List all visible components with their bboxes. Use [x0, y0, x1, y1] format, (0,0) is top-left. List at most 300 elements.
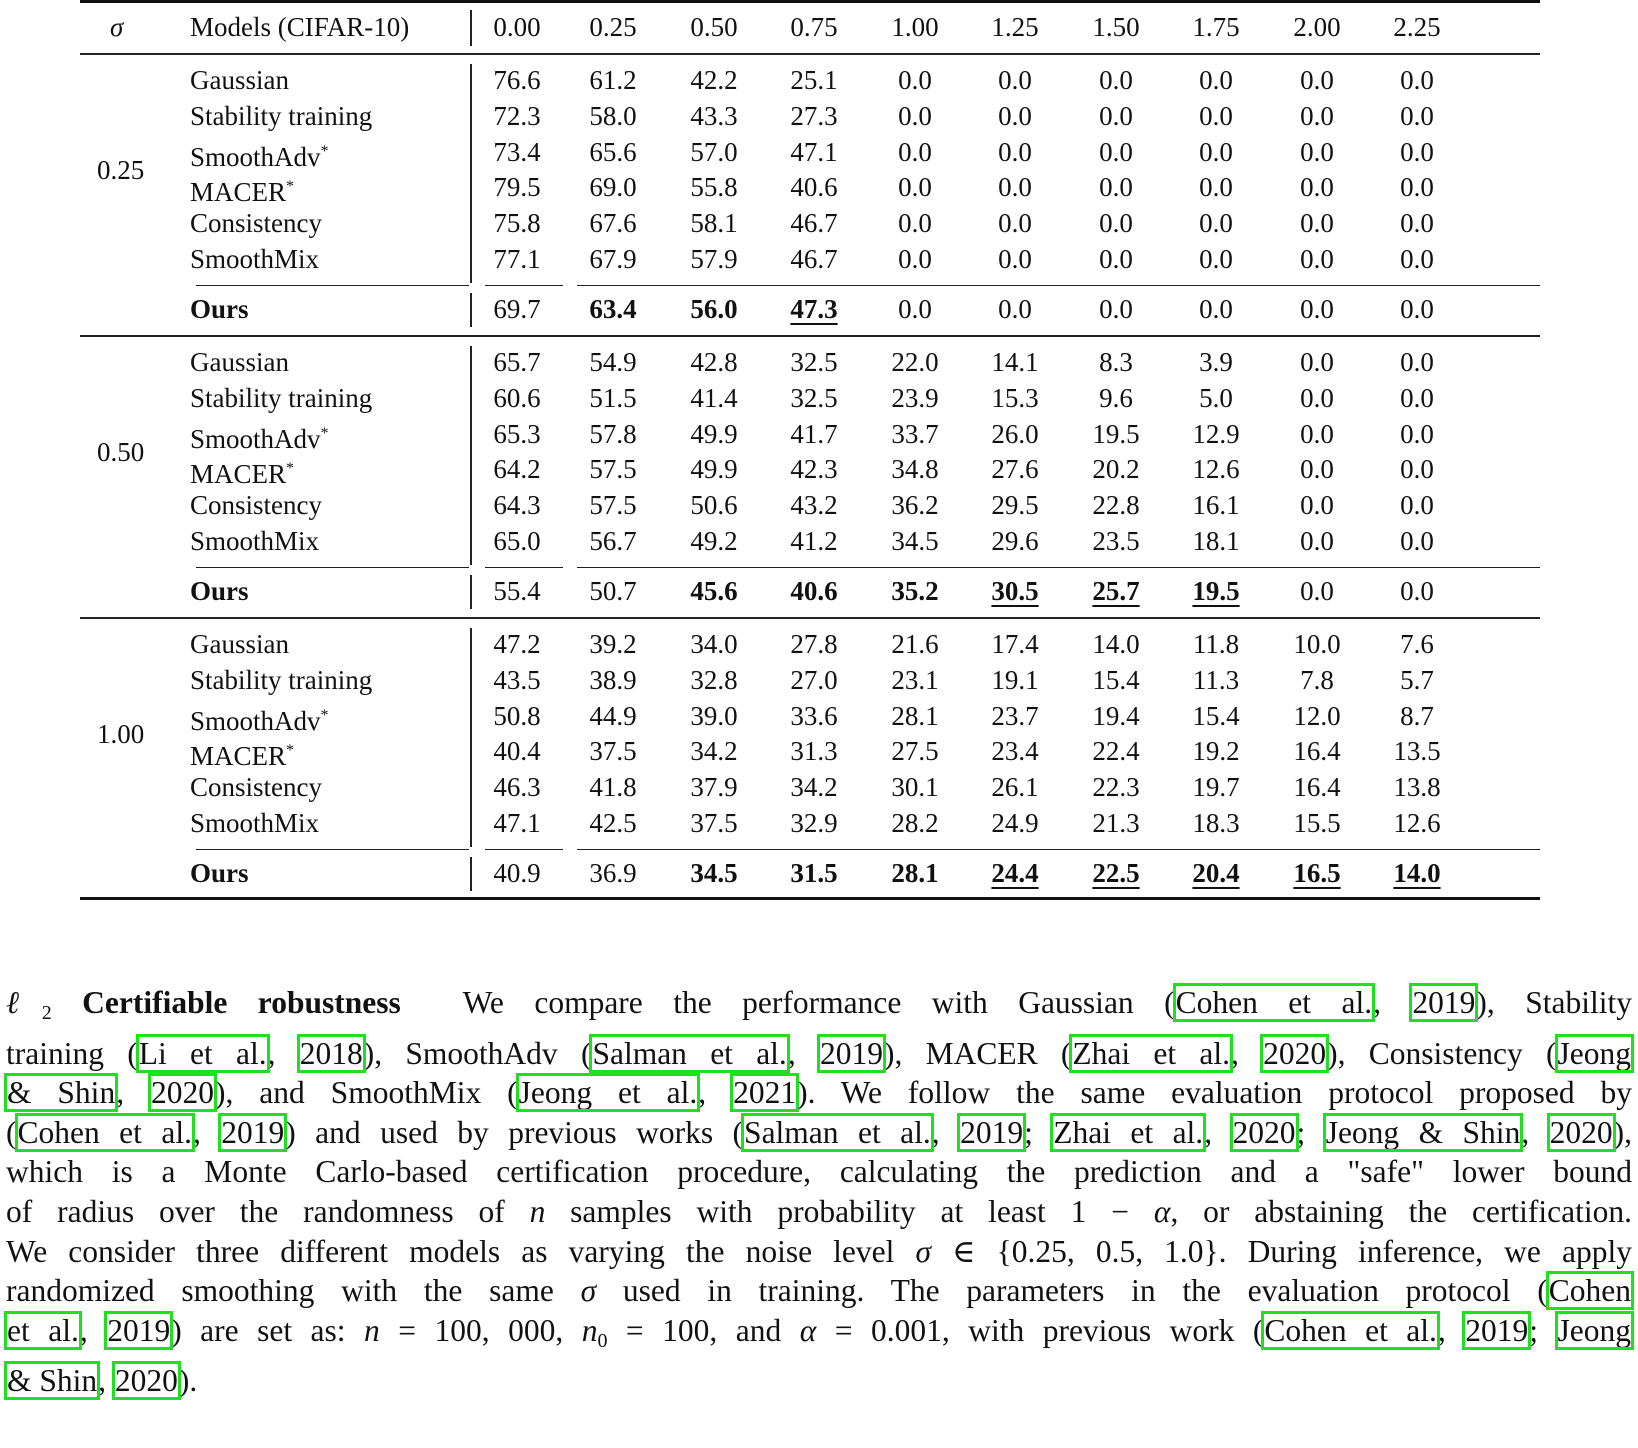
table-cell: 0.0: [1099, 244, 1133, 274]
table-cell: 11.8: [1192, 629, 1240, 659]
table-cell: 7.8: [1300, 664, 1334, 695]
table-cell: 40.6: [790, 172, 838, 203]
ours-cell: [467, 573, 567, 609]
text-run: ), Consistency (: [1327, 1035, 1557, 1071]
table-cell: 0.0: [1400, 172, 1434, 203]
value: 0.0: [898, 293, 932, 324]
table-cell: 22.0: [891, 347, 939, 377]
ours-cell: [467, 855, 567, 891]
value: 50.7: [589, 575, 637, 606]
table-cell: 27.5: [891, 736, 939, 767]
table-cell: 42.5: [589, 808, 637, 838]
table-cell: 14.1: [991, 347, 1039, 377]
model-label: Consistency: [190, 490, 322, 521]
value: 0.0: [1300, 293, 1334, 324]
citation-link[interactable]: 2019: [819, 1035, 883, 1071]
table-cell: 19.7: [1192, 772, 1240, 803]
table-cell: 27.6: [991, 454, 1039, 485]
text-run: ), and SmoothMix (: [215, 1075, 518, 1111]
table-cell: 34.2: [690, 736, 738, 767]
header-radius: 0.00: [493, 12, 541, 42]
underlined-value: 24.4: [991, 857, 1039, 888]
table-cell: 0.0: [1400, 382, 1434, 413]
model-name: [190, 62, 289, 98]
table-cell: 19.2: [1192, 736, 1240, 767]
ours-cell: [1367, 855, 1467, 891]
model-label: MACER: [190, 459, 287, 490]
ours-cell: [1066, 855, 1166, 891]
text-run: ,: [1204, 1114, 1232, 1150]
table-cell: 28.2: [891, 808, 939, 838]
table-cell: 41.4: [690, 382, 738, 413]
table-cell: 0.0: [1400, 244, 1434, 274]
ours-cell: [1367, 291, 1467, 327]
ours-cell: [1367, 573, 1467, 609]
asterisk-marker: *: [286, 742, 295, 760]
table-cell: 0.0: [998, 208, 1032, 239]
table-cell: 77.1: [493, 244, 541, 274]
model-name: [190, 487, 322, 523]
table-cell: 0.0: [1400, 208, 1434, 239]
asterisk-marker: *: [320, 706, 329, 724]
table-cell: 50.6: [690, 490, 738, 521]
table-cell: 36.2: [891, 490, 939, 521]
group-sigma: 1.00: [97, 719, 145, 750]
paragraph-line: [6, 1232, 1632, 1272]
model-label: SmoothAdv: [190, 423, 321, 454]
ours-cell: [965, 855, 1065, 891]
model-label: Stability training: [190, 664, 373, 695]
citation-link[interactable]: & Shin: [7, 1075, 116, 1111]
table-cell: 0.0: [1099, 172, 1133, 203]
table-cell: 16.1: [1192, 490, 1240, 521]
text-run: ,: [116, 1075, 150, 1111]
header-radius: 0.25: [589, 12, 637, 42]
table-cell: 9.6: [1099, 382, 1133, 413]
table-cell: 8.7: [1400, 700, 1434, 731]
table-cell: 0.0: [898, 100, 932, 131]
text-run: ) and used by previous works (: [285, 1114, 744, 1150]
text-run: randomized smoothing with the same: [6, 1273, 581, 1309]
table-cell: 49.9: [690, 418, 738, 449]
model-label: Consistency: [190, 208, 322, 239]
text-run: ,: [267, 1035, 299, 1071]
model-name: [190, 698, 329, 734]
table-cell: 37.9: [690, 772, 738, 803]
paragraph-line: [6, 1113, 1632, 1153]
table-cell: 43.3: [690, 100, 738, 131]
citation-link[interactable]: Cohen et al.: [17, 1114, 192, 1150]
table-cell: 19.1: [991, 664, 1039, 695]
model-name: [190, 451, 295, 490]
header-radius: 1.00: [891, 12, 939, 42]
citation-link[interactable]: 2020: [151, 1075, 214, 1111]
table-cell: 46.7: [790, 208, 838, 239]
table-cell: 5.7: [1400, 664, 1434, 695]
citation-link[interactable]: 2019: [1412, 985, 1476, 1020]
value: 0.0: [1300, 575, 1334, 606]
table-cell: 57.9: [690, 244, 738, 274]
table-cell: 16.4: [1293, 772, 1341, 803]
table-cell: 37.5: [690, 808, 738, 838]
table-cell: 32.5: [790, 382, 838, 413]
table-cell: 0.0: [1400, 136, 1434, 167]
table-cell: 0.0: [998, 244, 1032, 274]
text-run: ),: [1613, 1114, 1633, 1150]
cmidrule-models: [196, 285, 469, 287]
table-cell: 19.4: [1092, 700, 1140, 731]
citation-link[interactable]: Li et al.: [138, 1035, 267, 1071]
table-cell: 41.7: [790, 418, 838, 449]
model-name: [190, 344, 289, 380]
table-cell: 57.5: [589, 454, 637, 485]
table-cell: 65.3: [493, 418, 541, 449]
table-cell: 32.8: [690, 664, 738, 695]
ours-cell: [764, 291, 864, 327]
header-radius: 2.25: [1393, 12, 1441, 42]
table-cell: 34.8: [891, 454, 939, 485]
model-label: Consistency: [190, 772, 322, 803]
citation-link[interactable]: Cohen et al.: [1264, 1312, 1437, 1348]
table-cell: 42.3: [790, 454, 838, 485]
table-cell: 0.0: [1099, 136, 1133, 167]
citation-link[interactable]: 2019: [107, 1312, 171, 1348]
table-cell: 14.0: [1092, 629, 1140, 659]
citation-link[interactable]: 2018: [299, 1035, 363, 1071]
table-cell: 49.9: [690, 454, 738, 485]
table-cell: 50.8: [493, 700, 541, 731]
math-symbol: α: [1153, 1193, 1171, 1229]
table-cell: 17.4: [991, 629, 1039, 659]
citation-link[interactable]: & Shin: [7, 1363, 98, 1399]
table-cell: 72.3: [493, 100, 541, 131]
text-run: ), MACER (: [883, 1035, 1072, 1071]
table-cell: 0.0: [1300, 100, 1334, 131]
text-run: = 0.001, with previous work (: [816, 1312, 1264, 1348]
table-cell: 8.3: [1099, 347, 1133, 377]
ours-label: Ours: [190, 857, 249, 888]
math-symbol: σ: [915, 1233, 932, 1269]
table-cell: 13.5: [1393, 736, 1441, 767]
table-cell: 43.5: [493, 664, 541, 695]
citation-link[interactable]: 2019: [221, 1114, 285, 1150]
citation-link[interactable]: 2020: [1263, 1035, 1327, 1071]
text-run: training (: [6, 1035, 138, 1071]
ours-cell: [1267, 291, 1367, 327]
citation-link[interactable]: 2020: [1549, 1114, 1613, 1150]
table-cell: 0.0: [1400, 65, 1434, 95]
value: 0.0: [1099, 293, 1133, 324]
citation-link[interactable]: Zhai et al.: [1072, 1035, 1230, 1071]
table-cell: 23.1: [891, 664, 939, 695]
table-cell: 29.6: [991, 526, 1039, 556]
text-run: ).: [178, 1363, 198, 1399]
header-radius: 1.25: [991, 12, 1039, 42]
text-run: of radius over the randomness of: [6, 1193, 530, 1229]
section-heading: [6, 985, 463, 1024]
table-cell: 0.0: [1400, 418, 1434, 449]
group-sigma: 0.25: [97, 155, 145, 186]
table-cell: 0.0: [898, 172, 932, 203]
heading-text: Certifiable robustness: [51, 985, 463, 1020]
table-cell: 23.4: [991, 736, 1039, 767]
value: 0.0: [1400, 575, 1434, 606]
ours-cell: [1267, 573, 1367, 609]
table-cell: 34.5: [891, 526, 939, 556]
table-cell: 13.8: [1393, 772, 1441, 803]
table-cell: 7.6: [1400, 629, 1434, 659]
table-cell: 0.0: [898, 65, 932, 95]
table-cell: 47.2: [493, 629, 541, 659]
text-run: We consider three different models as varying the noise level: [6, 1233, 916, 1269]
model-label: Gaussian: [190, 629, 289, 659]
table-cell: 27.0: [790, 664, 838, 695]
value: 35.2: [891, 575, 939, 606]
bottom-rule: [80, 897, 1540, 900]
table-cell: 73.4: [493, 136, 541, 167]
table-cell: 15.4: [1092, 664, 1140, 695]
table-cell: 27.3: [790, 100, 838, 131]
citation-link[interactable]: Salman et al.: [592, 1035, 787, 1071]
text-run: which is a Monte Carlo-based certification procedure, calculating the prediction and a "safe" lower bound: [6, 1154, 1632, 1190]
table-cell: 65.7: [493, 347, 541, 377]
text-run: ;: [1024, 1114, 1053, 1150]
ours-cell: [1166, 291, 1266, 327]
table-cell: 33.7: [891, 418, 939, 449]
citation-link[interactable]: et al.: [7, 1312, 79, 1348]
text-run: ;: [1296, 1114, 1325, 1150]
table-cell: 0.0: [1199, 172, 1233, 203]
table-cell: 0.0: [998, 172, 1032, 203]
paragraph-line: [6, 1271, 1632, 1311]
group-sigma: 0.50: [97, 437, 145, 468]
header-radius: 2.00: [1293, 12, 1341, 42]
citation-link[interactable]: Jeong: [1557, 1035, 1632, 1071]
citation-link[interactable]: 2021: [733, 1075, 797, 1111]
ours-cell: [764, 855, 864, 891]
citation-link[interactable]: Cohen: [1548, 1273, 1631, 1309]
table-cell: 56.7: [589, 526, 637, 556]
header-radius: 1.50: [1092, 12, 1140, 42]
table-cell: 18.1: [1192, 526, 1240, 556]
table-cell: 25.1: [790, 65, 838, 95]
table-cell: 49.2: [690, 526, 738, 556]
table-cell: 47.1: [790, 136, 838, 167]
table-cell: 11.3: [1192, 664, 1240, 695]
paragraph-line: [6, 1192, 1632, 1232]
model-label: MACER: [190, 177, 287, 208]
table-cell: 27.8: [790, 629, 838, 659]
table-cell: 40.4: [493, 736, 541, 767]
table-cell: 0.0: [1300, 382, 1334, 413]
ours-cell: [865, 573, 965, 609]
table-cell: 41.8: [589, 772, 637, 803]
table-cell: 26.0: [991, 418, 1039, 449]
text-run: ,: [98, 1363, 114, 1399]
math-subscript: 0: [597, 1329, 608, 1352]
header-midrule: [80, 53, 1540, 55]
value: 45.6: [690, 575, 738, 606]
asterisk-marker: *: [320, 424, 329, 442]
table-cell: 38.9: [589, 664, 637, 695]
ours-cell: [563, 855, 663, 891]
table-cell: 0.0: [1199, 208, 1233, 239]
paragraph-line: [6, 1361, 1632, 1401]
table-cell: 39.2: [589, 629, 637, 659]
ours-cell: [1267, 855, 1367, 891]
ell-symbol: ℓ: [6, 985, 42, 1020]
table-cell: 15.4: [1192, 700, 1240, 731]
ours-cell: [764, 573, 864, 609]
table-cell: 0.0: [998, 136, 1032, 167]
citation-link[interactable]: Zhai et al.: [1053, 1114, 1204, 1150]
table-cell: 0.0: [1300, 208, 1334, 239]
citation-link[interactable]: Cohen et al.: [1175, 985, 1373, 1020]
ours-cell: [965, 573, 1065, 609]
underlined-value: 25.7: [1092, 575, 1140, 606]
table-cell: 0.0: [898, 208, 932, 239]
table-cell: 57.5: [589, 490, 637, 521]
value: 69.7: [493, 293, 541, 324]
ours-cell: [865, 291, 965, 327]
underlined-value: 16.5: [1293, 857, 1341, 888]
ours-cell: [467, 291, 567, 327]
model-label: Gaussian: [190, 347, 289, 377]
underlined-value: 14.0: [1393, 857, 1441, 888]
table-cell: 0.0: [1400, 454, 1434, 485]
ell-subscript: 2: [41, 1002, 52, 1024]
model-label: Stability training: [190, 100, 373, 131]
value: 0.0: [998, 293, 1032, 324]
header-models: Models (CIFAR-10): [190, 12, 410, 42]
value: 28.1: [891, 857, 939, 888]
text-run: ,: [698, 1075, 733, 1111]
value: 63.4: [589, 293, 637, 324]
model-name: [190, 733, 295, 772]
text-run: ), SmoothAdv (: [363, 1035, 592, 1071]
cmidrule-rest: [577, 567, 1540, 569]
citation-link[interactable]: Jeong & Shin: [1325, 1114, 1521, 1150]
citation-link[interactable]: 2020: [114, 1363, 178, 1399]
ours-cell: [664, 855, 764, 891]
citation-link[interactable]: 2019: [1465, 1312, 1529, 1348]
model-name: [190, 380, 372, 416]
table-cell: 0.0: [1400, 100, 1434, 131]
table-cell: 46.7: [790, 244, 838, 274]
table-cell: 39.0: [690, 700, 738, 731]
table-cell: 0.0: [1199, 244, 1233, 274]
table-cell: 58.1: [690, 208, 738, 239]
table-cell: 55.8: [690, 172, 738, 203]
table-cell: 21.3: [1092, 808, 1140, 838]
table-cell: 69.0: [589, 172, 637, 203]
certifiable-robustness-paragraph: [6, 983, 1632, 1401]
asterisk-marker: *: [320, 142, 329, 160]
table-cell: 42.8: [690, 347, 738, 377]
text-run: ,: [1437, 1312, 1465, 1348]
table-cell: 0.0: [1199, 65, 1233, 95]
citation-link[interactable]: 2019: [960, 1114, 1024, 1150]
text-run: ,: [192, 1114, 221, 1150]
table-cell: 23.9: [891, 382, 939, 413]
table-cell: 22.8: [1092, 490, 1140, 521]
cmidrule-col0: [485, 567, 563, 569]
value: 31.5: [790, 857, 838, 888]
table-cell: 23.5: [1092, 526, 1140, 556]
table-cell: 60.6: [493, 382, 541, 413]
ours-cell: [1066, 573, 1166, 609]
table-cell: 67.9: [589, 244, 637, 274]
table-cell: 0.0: [1199, 136, 1233, 167]
table-cell: 32.5: [790, 347, 838, 377]
table-cell: 51.5: [589, 382, 637, 413]
table-cell: 34.0: [690, 629, 738, 659]
paragraph-line: [6, 983, 1632, 1034]
table-cell: 28.1: [891, 700, 939, 731]
text-run: ) are set as:: [171, 1312, 365, 1348]
header-sigma: σ: [110, 12, 124, 42]
table-cell: 0.0: [1300, 490, 1334, 521]
value: 36.9: [589, 857, 637, 888]
table-cell: 5.0: [1199, 382, 1233, 413]
cmidrule-col0: [485, 849, 563, 851]
table-cell: 0.0: [1099, 208, 1133, 239]
table-cell: 44.9: [589, 700, 637, 731]
model-label: Gaussian: [190, 65, 289, 95]
model-name: [190, 626, 289, 662]
math-symbol: n: [364, 1312, 380, 1348]
table-cell: 0.0: [1099, 100, 1133, 131]
citation-link[interactable]: 2020: [1232, 1114, 1296, 1150]
model-name: [190, 662, 372, 698]
table-cell: 0.0: [1300, 172, 1334, 203]
cmidrule-models: [196, 567, 469, 569]
cmidrule-col0: [485, 285, 563, 287]
value: 55.4: [493, 575, 541, 606]
table-cell: 26.1: [991, 772, 1039, 803]
underlined-value: 20.4: [1192, 857, 1240, 888]
underlined-value: 19.5: [1192, 575, 1240, 606]
model-label: MACER: [190, 741, 287, 772]
model-name: [190, 769, 322, 805]
text-run: ,: [1231, 1035, 1263, 1071]
table-cell: 31.3: [790, 736, 838, 767]
text-run: We compare the performance with Gaussian (: [462, 985, 1175, 1020]
table-cell: 12.0: [1293, 700, 1341, 731]
table-cell: 12.6: [1393, 808, 1441, 838]
model-name: [190, 169, 295, 208]
table-cell: 0.0: [998, 100, 1032, 131]
table-cell: 34.2: [790, 772, 838, 803]
table-cell: 67.6: [589, 208, 637, 239]
ours-cell: [1066, 291, 1166, 327]
table-cell: 20.2: [1092, 454, 1140, 485]
value: 0.0: [1199, 293, 1233, 324]
citation-link[interactable]: Jeong et al.: [518, 1075, 698, 1111]
underlined-value: 30.5: [991, 575, 1039, 606]
model-label: SmoothMix: [190, 244, 320, 274]
table-cell: 37.5: [589, 736, 637, 767]
cmidrule-rest: [577, 849, 1540, 851]
asterisk-marker: *: [286, 178, 295, 196]
text-run: ,: [79, 1312, 107, 1348]
table-cell: 33.6: [790, 700, 838, 731]
citation-link[interactable]: Jeong: [1557, 1312, 1632, 1348]
value: 0.0: [1400, 293, 1434, 324]
math-symbol: α: [799, 1312, 817, 1348]
citation-link[interactable]: Salman et al.: [744, 1114, 931, 1150]
paragraph-line: [6, 1152, 1632, 1192]
